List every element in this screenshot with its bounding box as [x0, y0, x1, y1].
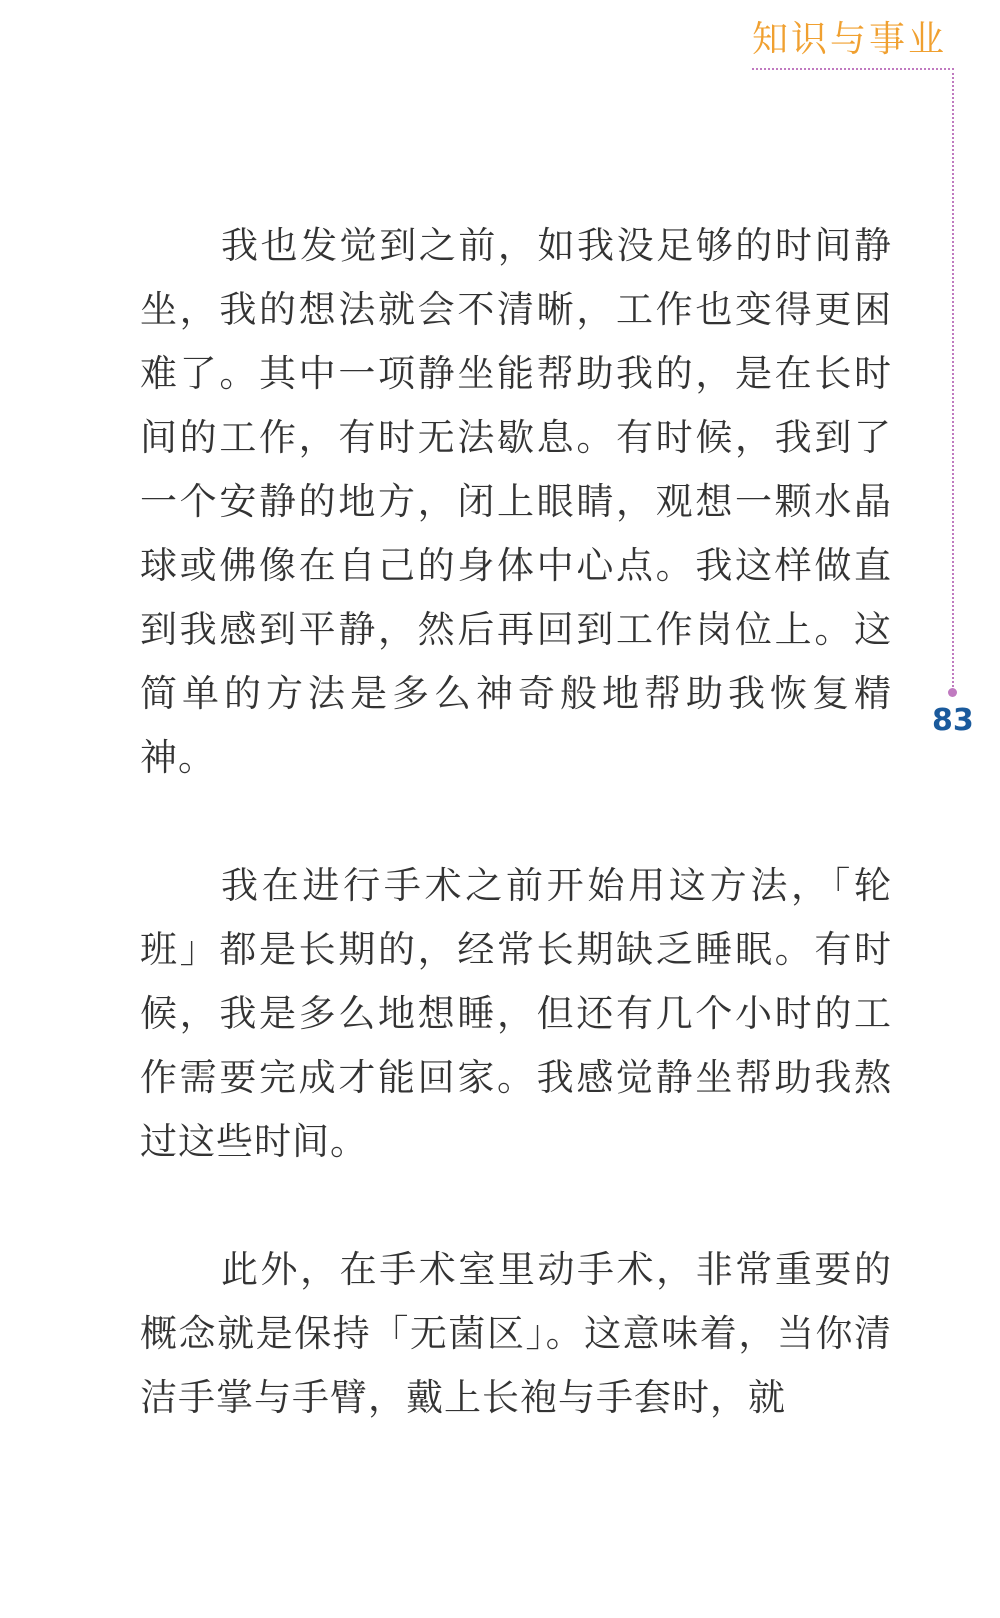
body-text: [140, 214, 892, 1430]
header-dotted-rule: [752, 68, 954, 70]
paragraph-1: 我也发觉到之前，如我没足够的时间静坐，我的想法就会不清晰，工作也变得更困难了。其中一项静坐能帮助我的，是在长时间的工作，有时无法歇息。有时候，我到了一个安静的地方，闭上眼睛，观想一颗水晶球或佛像在自己的身体中心点。我这样做直到我感到平静，然后再回到工作岗位上。这简单的方法是多么神奇般地帮助我恢复精神。: [140, 224, 892, 779]
margin-dotted-rule: [952, 68, 954, 691]
paragraph-2: 我在进行手术之前开始用这方法，「轮班」都是长期的，经常长期缺乏睡眠。有时候，我是多么地想睡，但还有几个小时的工作需要完成才能回家。我感觉静坐帮助我熬过这些时间。: [140, 864, 892, 1163]
paragraph-3: 此外，在手术室里动手术，非常重要的概念就是保持「无菌区」。这意味着，当你清洁手掌与手臂，戴上长袍与手套时，就: [140, 1248, 892, 1419]
page-number: 83: [932, 703, 974, 738]
rule-end-dot: [948, 688, 957, 697]
chapter-title: 知识与事业: [752, 19, 948, 60]
